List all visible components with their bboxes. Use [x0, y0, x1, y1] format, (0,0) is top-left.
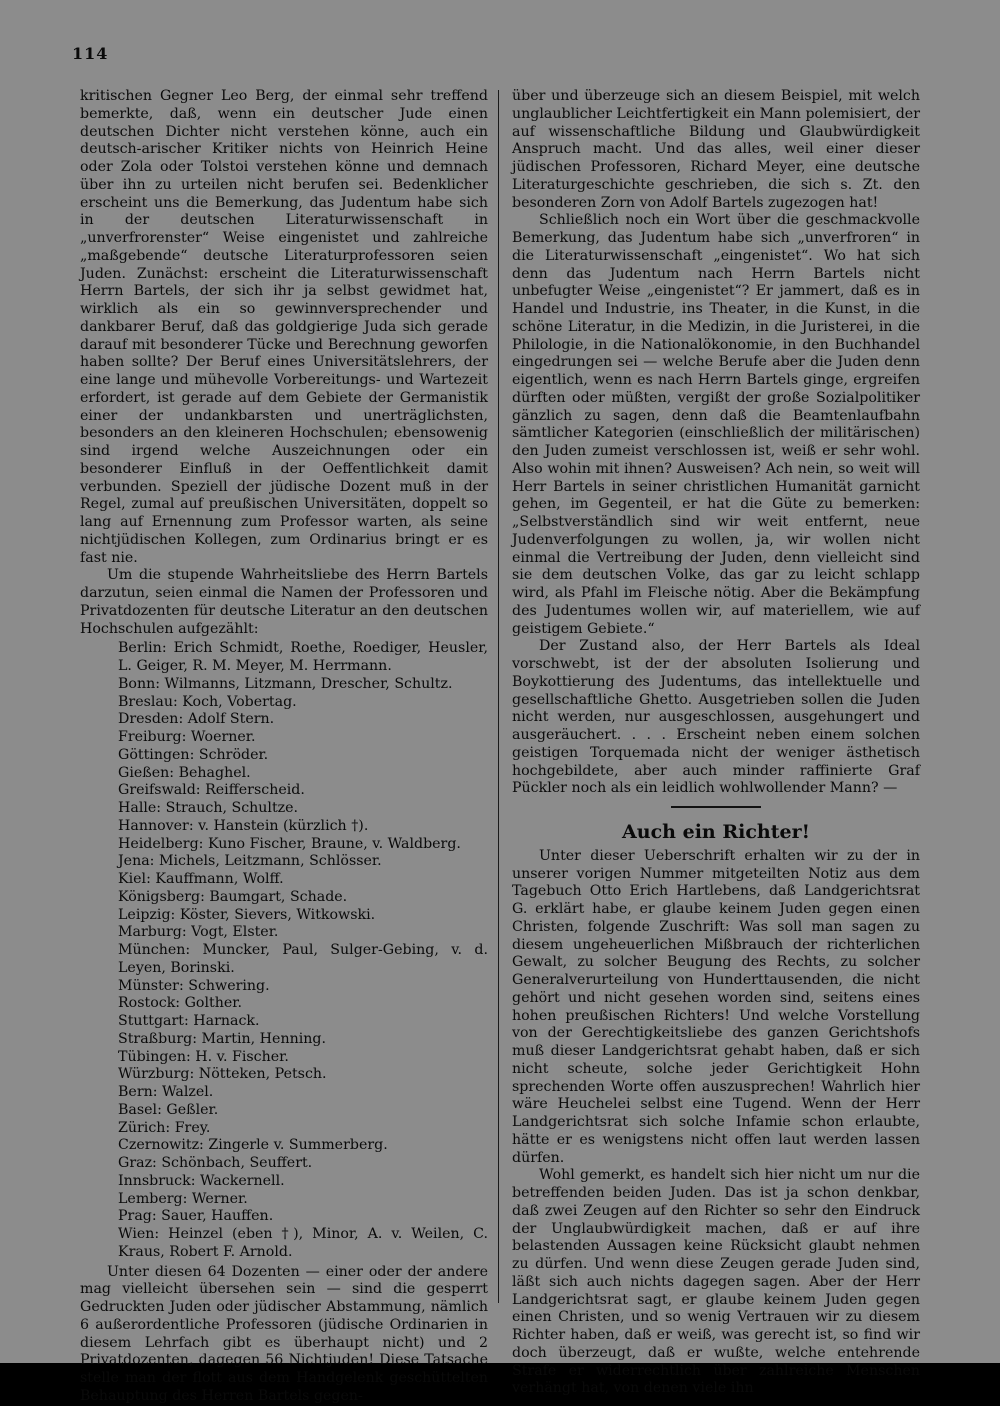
list-item: Marburg: Vogt, Elster.: [118, 924, 279, 941]
list-item: Breslau: Koch, Vobertag.: [118, 693, 297, 710]
list-item: Dresden: Adolf Stern.: [118, 711, 275, 728]
list-item: Halle: Strauch, Schultze.: [118, 800, 299, 816]
list-item: Stuttgart: Harnack.: [118, 1013, 260, 1029]
column-divider: [498, 90, 499, 1303]
list-item: Zürich: Frey.: [118, 1119, 211, 1136]
university-list: [118, 640, 488, 1261]
list-intro-paragraph: Um die stupende Wahrheitsliebe des Herrn Bartels darzutun, seien einmal die Namen der Professoren und Privatdozenten für deutsche Literatur an den deutschen Hochschulen aufgezählt:: [80, 567, 488, 637]
closing-paragraph: Unter diesen 64 Dozenten — einer oder der andere mag vielleicht übersehen sein — sind die gesperrt Gedruckten Juden oder jüdischer Abstammung, nämlich 6 außerordentliche Professoren (jüdische Ordinarien in diesem Lehrfach gibt es überhaupt nicht) und 2 Privatdozenten, dagegen 56 Nichtjuden! Diese Tatsache stelle man der flott aus dem Handgelenk geschüttelten Behauptung des Herren Bartels gegen-: [80, 1263, 488, 1404]
paragraph: Der Zustand also, der Herr Bartels als Ideal vorschwebt, ist der der absoluten Isolierung und Boykottierung des Judentums, das intellektuelle und gesellschaftliche Ghetto. Ausgetrieben sollen die Juden nicht werden, nur ausgeschlossen, ausgehungert und ausgeräuchert. . . . Erscheint neben einem solchen geistigen Torquemada nicht der weniger ästhetisch hochgebildete, aber auch minder raffinierte Graf Pückler noch als ein leidlich wohlwollender Mann? —: [512, 638, 920, 797]
section-heading: Auch ein Richter!: [622, 821, 810, 843]
list-item: Lemberg: Werner.: [118, 1190, 248, 1207]
list-item: Bern: Walzel.: [118, 1084, 214, 1100]
continuation-paragraph: über und überzeuge sich an diesem Beispiel, mit welch unglaublicher Leichtfertigkeit ein Mann polemisiert, der auf wissenschaftliche Bildung und Glaubwürdigkeit Anspruch macht. Und das alles, weil einer dieser jüdischen Professoren, Richard Meyer, eine deutsche Literaturgeschichte geschrieben, die sich s. Zt. den besonderen Zorn von Adolf Bartels zugezogen hat!: [512, 88, 920, 211]
paragraph: Schließlich noch ein Wort über die geschmackvolle Bemerkung, das Judentum habe sich „unverfroren“ in die Literaturwissenschaft „eingenistet“. Wo hat sich denn das Judentum nach Herrn Bartels nicht unbefugter Weise „eingenistet“? Er jammert, daß es in Handel und Industrie, ins Theater, in die Kunst, in die schöne Literatur, in die Medizin, in die Juristerei, in die Philologie, in die Nationalökonomie, in den Buchhandel eingedrungen sei — welche Berufe aber die Juden denn eigentlich, wenn es nach Herrn Bartels ginge, ergreifen dürften oder müßten, vergißt der große Sozialpolitiker gänzlich zu sagen, denn daß die Beamtenlaufbahn sämtlicher Kategorien (einschließlich der militärischen) den Juden zumeist verschlossen ist, weiß er sehr wohl. Also wohin mit ihnen? Ausweisen? Ach nein, so weit will Herr Bartels in seiner christlichen Humanität garnicht gehen, im Gegenteil, er hat die Güte zu bemerken: „Selbstverständlich sind wir weit entfernt, neue Judenverfolgungen zu wollen, ja, wir wollen nicht einmal die Vertreibung der Juden, denn vielleicht sind sie dem deutschen Volke, das gar zu leicht schlapp wird, als Pfahl im Fleische nötig. Aber die Bekämpfung des Judentumes wollen wir, auf materiellem, wie auf geistigem Gebiete.“: [512, 212, 920, 637]
list-item: Hannover: v. Hanstein (kürzlich †).: [118, 817, 369, 834]
list-item: Basel: Geßler.: [118, 1101, 219, 1118]
list-item: Straßburg: Martin, Henning.: [118, 1030, 326, 1047]
list-item: Berlin: Erich Schmidt, Roethe, Roediger, Heusler, L. Geiger, R. M. Meyer, M. Herrmann.: [118, 640, 488, 674]
left-column: [80, 88, 488, 1406]
list-item: Prag: Sauer, Hauffen.: [118, 1208, 274, 1225]
list-item: Heidelberg: Kuno Fischer, Braune, v. Waldberg.: [118, 835, 461, 852]
list-item: Wien: Heinzel (eben †), Minor, A. v. Weilen, C. Kraus, Robert F. Arnold.: [118, 1226, 488, 1260]
list-item: Göttingen: Schröder.: [118, 746, 269, 763]
list-item: Bonn: Wilmanns, Litzmann, Drescher, Schultz.: [118, 675, 453, 692]
section-divider: [671, 806, 761, 808]
list-item: Leipzig: Köster, Sievers, Witkowski.: [118, 906, 376, 923]
list-item: Freiburg: Woerner.: [118, 729, 256, 745]
paragraph: Wohl gemerkt, es handelt sich hier nicht um nur die betreffenden beiden Juden. Das ist ja schon denkbar, daß zwei Zeugen auf den Richter so sehr den Eindruck der Unglaubwürdigkeit machen, daß er auf ihre belastenden Aussagen keine Rücksicht glaubt nehmen zu dürfen. Und wenn diese Zeugen gerade Juden sind, läßt sich auch nichts dagegen sagen. Aber der Herr Landgerichtsrat sagt, er glaube keinem Juden gegen einen Christen, und so wenig Vertrauen wir zu diesem Richter haben, daß er weiß, was gerecht ist, so find wir doch überzeugt, daß er wußte, welche entehrende Strafe er widerrechtlich über zahlreiche Menschen verhängt hat, von denen viele ihn: [512, 1167, 920, 1397]
list-item: Königsberg: Baumgart, Schade.: [118, 888, 348, 905]
list-item: Tübingen: H. v. Fischer.: [118, 1048, 289, 1065]
list-item: Innsbruck: Wackernell.: [118, 1172, 285, 1189]
list-item: München: Muncker, Paul, Sulger-Gebing, v. d. Leyen, Borinski.: [118, 942, 488, 976]
list-item: Czernowitz: Zingerle v. Summerberg.: [118, 1137, 388, 1154]
list-item: Kiel: Kauffmann, Wolff.: [118, 871, 284, 887]
page-number: 114: [72, 44, 109, 63]
list-item: Münster: Schwering.: [118, 977, 270, 994]
list-item: Greifswald: Reifferscheid.: [118, 782, 305, 799]
list-item: Jena: Michels, Leitzmann, Schlösser.: [118, 853, 382, 870]
intro-paragraph: kritischen Gegner Leo Berg, der einmal sehr treffend bemerkte, daß, wenn ein deutscher Jude einen deutschen Dichter nicht verstehen könne, auch ein deutsch-arischer Kritiker nichts von Heinrich Heine oder Zola oder Tolstoi verstehen könne und demnach über ihn zu urteilen nicht berufen sei. Bedenklicher erscheint uns die Bemerkung, das Judentum habe sich in der deutschen Literaturwissenschaft in „unverfrorenster“ Weise eingenistet und zahlreiche „maßgebende“ deutsche Literaturprofessoren seien Juden. Zunächst: erscheint die Literaturwissenschaft Herrn Bartels, der sich ihr ja selbst gewidmet hat, wirklich als ein so gewinnversprechender und dankbarer Beruf, daß das goldgierige Juda sich gerade darauf mit besonderer Tücke und Berechnung geworfen haben sollte? Der Beruf eines Universitätslehrers, der eine lange und mühevolle Vorbereitungs- und Wartezeit erfordert, ist gerade auf dem Gebiete der Germanistik einer der undankbarsten und unerträglichsten, besonders an den kleineren Hochschulen; ebensowenig sind irgend welche Auszeichnungen oder ein besonderer Einfluß in der Oeffentlichkeit damit verbunden. Speziell der jüdische Dozent muß in der Regel, zumal auf preußischen Universitäten, doppelt so lang auf Ernennung zum Professor warten, als seine nichtjüdischen Kollegen, zum Ordinarius bringt er es fast nie.: [80, 88, 488, 566]
right-column: [512, 88, 920, 1398]
list-item: Gießen: Behaghel.: [118, 764, 251, 781]
list-item: Graz: Schönbach, Seuffert.: [118, 1155, 313, 1171]
list-item: Rostock: Golther.: [118, 995, 242, 1012]
paragraph: Unter dieser Ueberschrift erhalten wir zu der in unserer vorigen Nummer mitgeteilten Notiz aus dem Tagebuch Otto Erich Hartlebens, daß Landgerichtsrat G. erklärt habe, er glaube keinem Juden gegen einen Christen, folgende Zuschrift: Was soll man sagen zu diesem ungeheuerlichen Mißbrauch der richterlichen Gewalt, zu solcher Beugung des Rechts, zu solcher Generalverurteilung von Hunderttausenden, die nicht gehört und nicht gesehen worden sind, seitens eines hohen preußischen Richters! Und welche Vorstellung von der Gerechtigkeitsliebe des ganzen Gerichtshofs muß dieser Landgerichtsrat gehabt haben, daß er sich nicht scheute, solche jeder Gerichtigkeit Hohn sprechenden Worte offen auszusprechen! Wahrlich hier wäre Heuchelei selbst eine Tugend. Wenn der Herr Landgerichtsrat sich solche Infamie schon erlaubte, hätte er es wenigstens nicht offen laut werden lassen dürfen.: [512, 847, 920, 1166]
list-item: Würzburg: Nötteken, Petsch.: [118, 1066, 327, 1083]
